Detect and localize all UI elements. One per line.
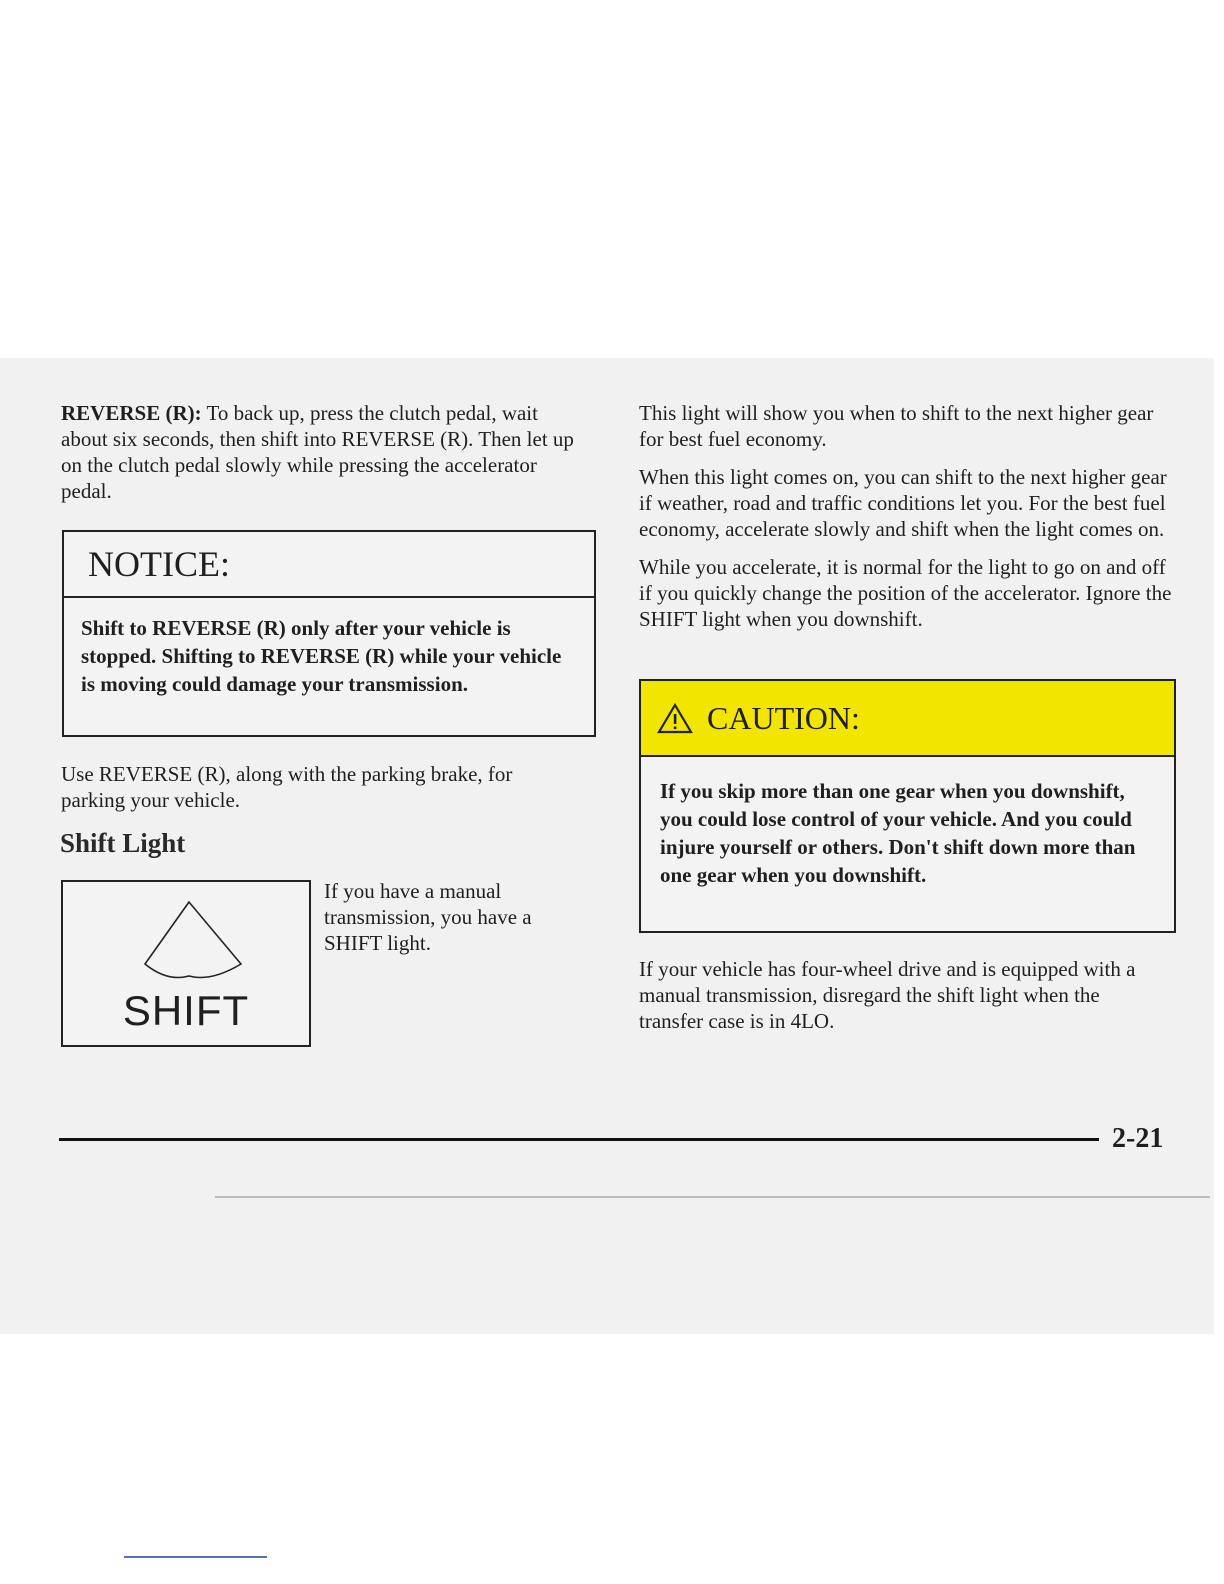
right-paragraph-1: This light will show you when to shift to the next higher gear for best fuel economy.	[639, 401, 1154, 451]
shift-caption: If you have a manual transmission, you have a SHIFT light.	[324, 879, 532, 955]
caution-box	[639, 679, 1176, 933]
shift-arrow-icon	[63, 882, 313, 992]
section-heading: Shift Light	[60, 828, 186, 858]
left-column	[61, 400, 581, 504]
shift-label: SHIFT	[122, 987, 250, 1034]
caution-title: CAUTION:	[707, 700, 860, 736]
reverse-paragraph	[61, 400, 581, 504]
right-paragraph-4: If your vehicle has four-wheel drive and is equipped with a manual transmission, disregard the shift light when the transfer case is in 4LO.	[639, 957, 1136, 1033]
shift-light-illustration	[61, 880, 311, 1047]
caution-body: If you skip more than one gear when you downshift, you could lose control of your vehicle. And you could injure yourself or others. Don't shift down more than one gear when you downshift.	[660, 779, 1136, 887]
page-number: 2-21	[1112, 1123, 1164, 1154]
reverse-text: To back up, press the clutch pedal, wait about six seconds, then shift into REVERSE (R). Then let up on the clutch pedal slowly while pressing the accelerator pedal.	[61, 401, 574, 503]
parking-paragraph: Use REVERSE (R), along with the parking brake, for parking your vehicle.	[61, 762, 513, 812]
footer-rule	[59, 1138, 1099, 1141]
reverse-label: REVERSE (R):	[61, 401, 202, 425]
warning-triangle-icon	[657, 702, 693, 734]
notice-box	[62, 530, 596, 737]
notice-title: NOTICE:	[64, 532, 594, 598]
right-paragraph-2: When this light comes on, you can shift to the next higher gear if weather, road and traffic conditions let you. For the best fuel economy, accelerate slowly and shift when the light comes on.	[639, 465, 1167, 541]
notice-body: Shift to REVERSE (R) only after your vehicle is stopped. Shifting to REVERSE (R) while your vehicle is moving could damage your transmission.	[81, 616, 562, 696]
caution-header	[641, 681, 1174, 757]
faint-rule	[215, 1196, 1210, 1198]
right-column	[639, 400, 1179, 632]
blue-rule	[124, 1556, 267, 1558]
right-paragraph-3: While you accelerate, it is normal for the light to go on and off if you quickly change the position of the accelerator. Ignore the SHIFT light when you downshift.	[639, 555, 1172, 631]
